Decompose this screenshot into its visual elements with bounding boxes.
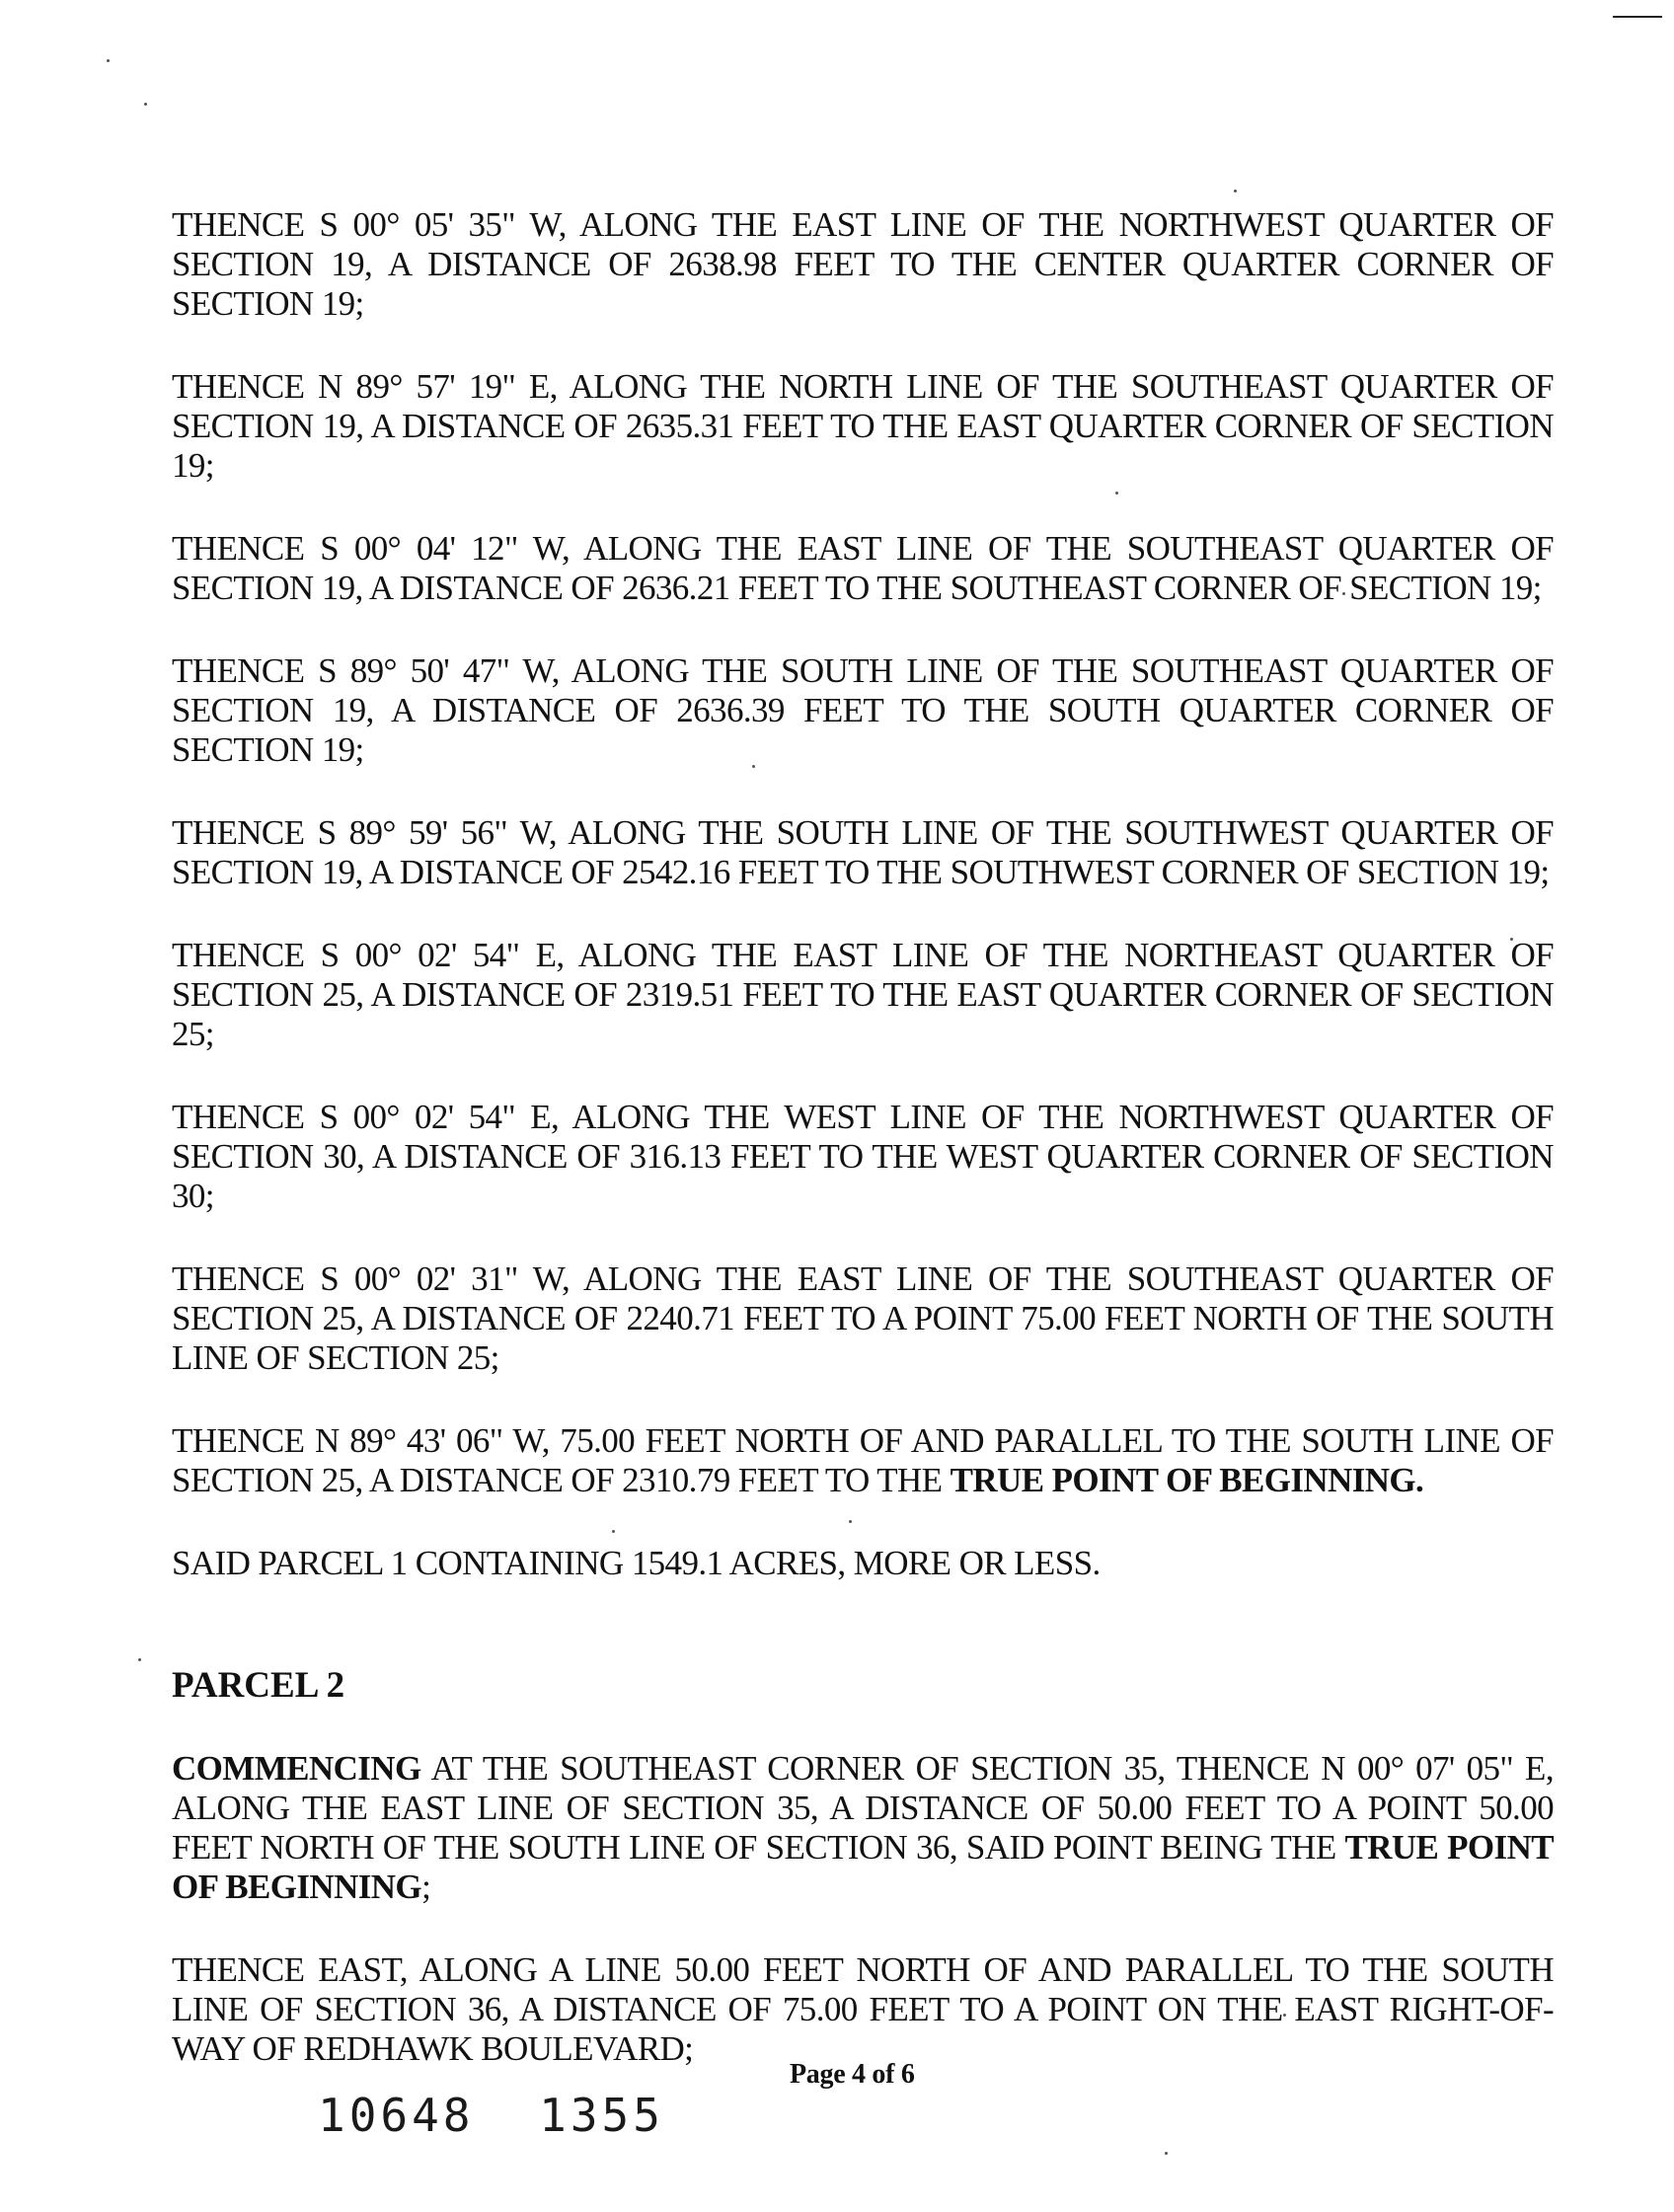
scan-corner-mark [1613, 16, 1662, 18]
course-paragraph: THENCE S 00° 02' 31" W, ALONG THE EAST LINE OF THE SOUTHEAST QUARTER OF SECTION 25, A DISTANCE OF 2240.71 FEET TO A POINT 75.00 FEET NORTH OF THE SOUTH LINE OF SECTION 25; [172, 1259, 1554, 1377]
commencing-label: COMMENCING [172, 1749, 421, 1788]
commencing-paragraph [172, 1749, 1554, 1907]
final-course-paragraph [172, 1421, 1554, 1500]
scan-speck [144, 103, 147, 106]
course-paragraph: THENCE N 89° 57' 19" E, ALONG THE NORTH LINE OF THE SOUTHEAST QUARTER OF SECTION 19, A DISTANCE OF 2635.31 FEET TO THE EAST QUARTER CORNER OF SECTION 19; [172, 367, 1554, 485]
recording-stamp: 10648 1355 [318, 2089, 664, 2142]
scan-speck [1234, 190, 1237, 192]
parcel2-heading: PARCEL 2 [172, 1665, 345, 1706]
final-course-text: THENCE N 89° 43' 06" W, 75.00 FEET NORTH OF AND PARALLEL TO THE SOUTH LINE OF SECTION 25, A DISTANCE OF 2310.79 FEET TO THE [172, 1421, 1554, 1499]
page-number: Page 4 of 6 [790, 2059, 915, 2090]
commencing-text: AT THE SOUTHEAST CORNER OF SECTION 35, THENCE N 00° 07' 05" E, ALONG THE EAST LINE OF SECTION 35, A DISTANCE OF 50.00 FEET TO A POINT 50.00 FEET NORTH OF THE SOUTH LINE OF SECTION 36, SAID POINT BEING THE [172, 1749, 1554, 1867]
course-paragraph: THENCE EAST, ALONG A LINE 50.00 FEET NORTH OF AND PARALLEL TO THE SOUTH LINE OF SECTION 36, A DISTANCE OF 75.00 FEET TO A POINT ON THE EAST RIGHT-OF-WAY OF REDHAWK BOULEVARD; [172, 1950, 1554, 2068]
true-point-of-beginning: TRUE POINT OF BEGINNING. [950, 1461, 1424, 1499]
true-point-of-beginning: TRUE POINT OF BEGINNING [172, 1828, 1554, 1906]
scan-speck [138, 1658, 141, 1661]
course-paragraph: THENCE S 00° 05' 35" W, ALONG THE EAST LINE OF THE NORTHWEST QUARTER OF SECTION 19, A DISTANCE OF 2638.98 FEET TO THE CENTER QUARTER CORNER OF SECTION 19; [172, 205, 1554, 323]
course-paragraph: THENCE S 89° 59' 56" W, ALONG THE SOUTH LINE OF THE SOUTHWEST QUARTER OF SECTION 19, A DISTANCE OF 2542.16 FEET TO THE SOUTHWEST CORNER OF SECTION 19; [172, 813, 1554, 891]
scan-speck [107, 59, 110, 62]
scan-speck [1165, 2152, 1168, 2155]
legal-description [172, 205, 1554, 2112]
course-paragraph: THENCE S 89° 50' 47" W, ALONG THE SOUTH LINE OF THE SOUTHEAST QUARTER OF SECTION 19, A DISTANCE OF 2636.39 FEET TO THE SOUTH QUARTER CORNER OF SECTION 19; [172, 651, 1554, 769]
course-paragraph: THENCE S 00° 04' 12" W, ALONG THE EAST LINE OF THE SOUTHEAST QUARTER OF SECTION 19, A DISTANCE OF 2636.21 FEET TO THE SOUTHEAST CORNER OF SECTION 19; [172, 529, 1554, 607]
course-paragraph: THENCE S 00° 02' 54" E, ALONG THE EAST LINE OF THE NORTHEAST QUARTER OF SECTION 25, A DISTANCE OF 2319.51 FEET TO THE EAST QUARTER CORNER OF SECTION 25; [172, 936, 1554, 1053]
course-paragraph: THENCE S 00° 02' 54" E, ALONG THE WEST LINE OF THE NORTHWEST QUARTER OF SECTION 30, A DISTANCE OF 316.13 FEET TO THE WEST QUARTER CORNER OF SECTION 30; [172, 1098, 1554, 1215]
parcel1-summary: SAID PARCEL 1 CONTAINING 1549.1 ACRES, MORE OR LESS. [172, 1544, 1101, 1582]
commencing-tail: ; [421, 1868, 431, 1906]
